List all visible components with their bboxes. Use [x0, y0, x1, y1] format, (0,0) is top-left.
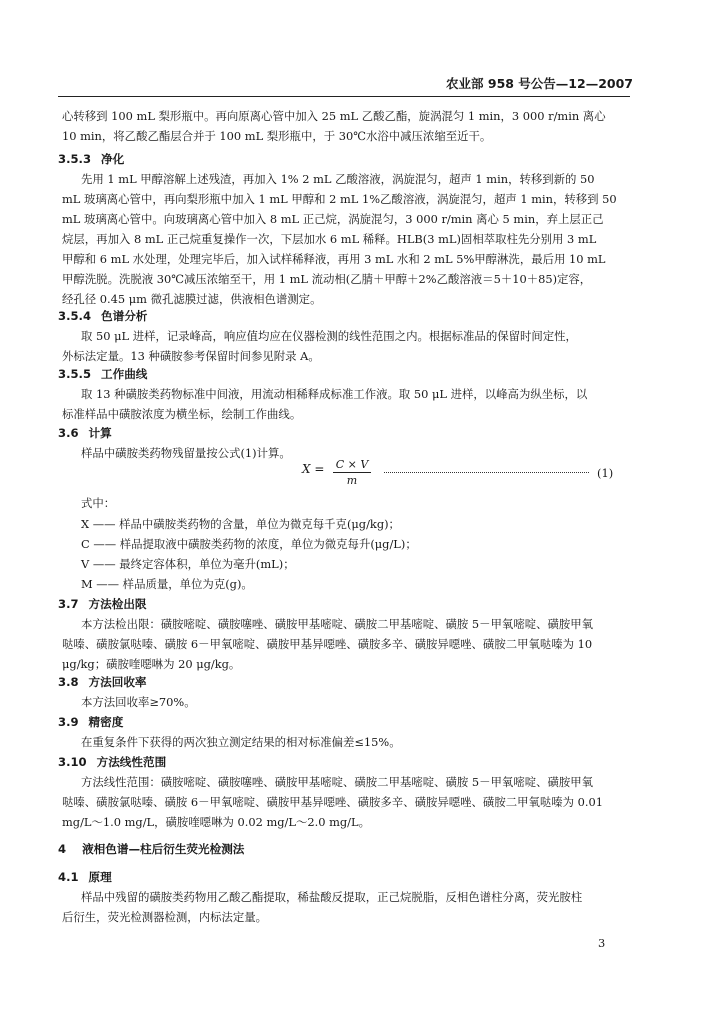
formula-numerator: C × V: [335, 458, 369, 471]
section-heading-3-8: 3.8 方法回收率: [58, 675, 147, 689]
variable-definition: V —— 最终定容体积，单位为毫升(mL)；: [81, 557, 295, 571]
fraction-bar: [333, 472, 371, 473]
formula-lhs: X =: [302, 462, 325, 476]
body-text-line: 取 50 μL 进样，记录峰高，响应值均应在仪器检测的线性范围之内。根据标准品的保留时间定性，: [81, 329, 577, 343]
section-heading-3-5-3: 3.5.3 净化: [58, 152, 125, 166]
body-text-line: 先用 1 mL 甲醇溶解上述残渣，再加入 1% 2 mL 乙酸溶液，涡旋混匀，超声 1 min，转移到新的 50: [81, 172, 595, 186]
body-text-line: 外标法定量。13 种磺胺参考保留时间参见附录 A。: [62, 349, 320, 363]
section-heading-4-1: 4.1 原理: [58, 870, 112, 884]
formula-denominator: m: [346, 474, 358, 487]
body-text-line: 标准样品中磺胺浓度为横坐标，绘制工作曲线。: [62, 407, 302, 421]
body-text-line: 烷层，再加入 8 mL 正己烷重复操作一次，下层加水 6 mL 稀释。HLB(3 mL)固相萃取柱先分别用 3 mL: [62, 232, 597, 246]
body-text-line: 哒嗪、磺胺氯哒嗪、磺胺 6－甲氧嘧啶、磺胺甲基异噁唑、磺胺多辛、磺胺异噁唑、磺胺二甲氧哒嗪为 10: [62, 637, 593, 651]
variable-definition: X —— 样品中磺胺类药物的含量，单位为微克每千克(μg/kg)；: [81, 517, 400, 531]
body-text-line: 甲醇洗脱。洗脱液 30℃减压浓缩至干，用 1 mL 流动相(乙腈＋甲醇＋2%乙酸溶液＝5＋10＋85)定容，: [62, 272, 592, 286]
body-text-line: 心转移到 100 mL 梨形瓶中。再向原离心管中加入 25 mL 乙酸乙酯，旋涡混匀 1 min，3 000 r/min 离心: [62, 109, 606, 123]
body-text-line: 样品中磺胺类药物残留量按公式(1)计算。: [81, 446, 291, 460]
header-divider: [58, 96, 630, 97]
page-header: 农业部 958 号公告—12—2007: [446, 76, 633, 91]
body-text-line: 取 13 种磺胺类药物标准中间液，用流动相稀释成标准工作液。取 50 μL 进样，以峰高为纵坐标，以: [81, 387, 588, 401]
body-text-line: 甲醇和 6 mL 水处理，处理完毕后，加入试样稀释液，再用 3 mL 水和 2 mL 5%甲醇淋洗，最后用 10 mL: [62, 252, 606, 266]
body-text-line: 在重复条件下获得的两次独立测定结果的相对标准偏差≤15%。: [81, 735, 401, 749]
body-text-line: 本方法回收率≥70%。: [81, 695, 196, 709]
section-heading-3-10: 3.10 方法线性范围: [58, 755, 167, 769]
where-label: 式中：: [81, 496, 116, 510]
body-text-line: mL 玻璃离心管中。向玻璃离心管中加入 8 mL 正己烷，涡旋混匀，3 000 r/min 离心 5 min，弃上层正己: [62, 212, 604, 226]
body-text-line: 样品中残留的磺胺类药物用乙酸乙酯提取，稀盐酸反提取，正己烷脱脂，反相色谱柱分离，荧光胺柱: [81, 890, 583, 904]
section-heading-3-7: 3.7 方法检出限: [58, 597, 147, 611]
body-text-line: 哒嗪、磺胺氯哒嗪、磺胺 6－甲氧嘧啶、磺胺甲基异噁唑、磺胺多辛、磺胺异噁唑、磺胺二甲氧哒嗪为 0.01: [62, 795, 604, 809]
formula-fraction: [333, 458, 371, 487]
formula-number: (1): [597, 466, 614, 480]
variable-definition: M —— 样品质量，单位为克(g)。: [81, 577, 253, 591]
body-text-line: mL 玻璃离心管中，再向梨形瓶中加入 1 mL 甲醇和 2 mL 1%乙酸溶液，涡旋混匀，超声 1 min，转移到 50: [62, 192, 617, 206]
body-text-line: 经孔径 0.45 μm 微孔滤膜过滤，供液相色谱测定。: [62, 292, 322, 306]
page-number: 3: [598, 936, 606, 950]
body-text-line: 后衍生，荧光检测器检测，内标法定量。: [62, 910, 268, 924]
section-heading-3-5-5: 3.5.5 工作曲线: [58, 367, 148, 381]
body-text-line: mg/L～1.0 mg/L，磺胺喹噁啉为 0.02 mg/L～2.0 mg/L。: [62, 815, 370, 829]
formula-leader-dots: [384, 472, 589, 473]
section-heading-3-9: 3.9 精密度: [58, 715, 124, 729]
section-heading-3-5-4: 3.5.4 色谱分析: [58, 309, 148, 323]
section-heading-3-6: 3.6 计算: [58, 426, 112, 440]
section-heading-4: 4 液相色谱—柱后衍生荧光检测法: [58, 842, 245, 856]
body-text-line: 10 min，将乙酸乙酯层合并于 100 mL 梨形瓶中，于 30℃水浴中减压浓缩至近干。: [62, 129, 492, 143]
body-text-line: 方法线性范围：磺胺嘧啶、磺胺噻唑、磺胺甲基嘧啶、磺胺二甲基嘧啶、磺胺 5－甲氧嘧啶、磺胺甲氧: [81, 775, 594, 789]
variable-definition: C —— 样品提取液中磺胺类药物的浓度，单位为微克每升(μg/L)；: [81, 537, 417, 551]
body-text-line: 本方法检出限：磺胺嘧啶、磺胺噻唑、磺胺甲基嘧啶、磺胺二甲基嘧啶、磺胺 5－甲氧嘧啶、磺胺甲氧: [81, 617, 594, 631]
body-text-line: μg/kg；磺胺喹噁啉为 20 μg/kg。: [62, 657, 241, 671]
